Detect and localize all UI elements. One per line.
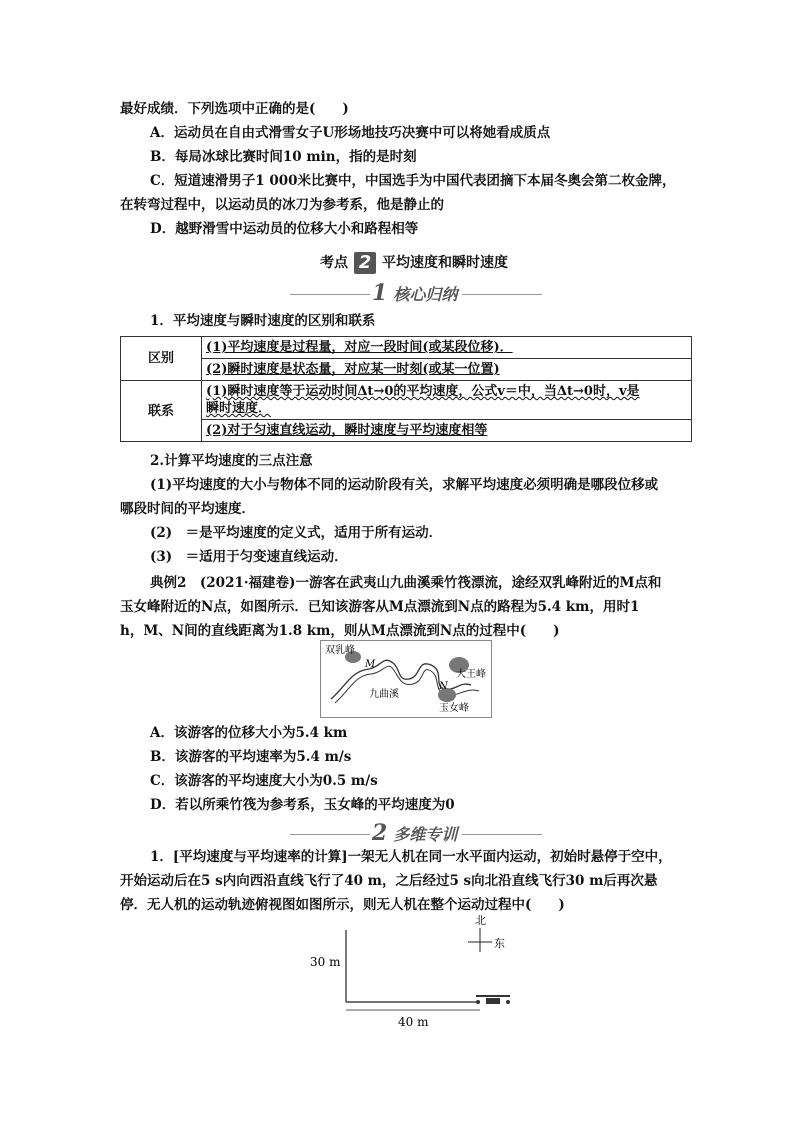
table-cell: (2)瞬时速度是状态量，对应某一时刻(或某一位置) <box>202 359 692 381</box>
note-1: (1)平均速度的大小与物体不同的运动阶段有关，求解平均速度必须明确是哪段位移或 <box>150 477 659 493</box>
practice-line: 1．[平均速度与平均速率的计算]一架无人机在同一水平面内运动，初始时悬停于空中， <box>150 849 672 865</box>
note-2: (2) ＝是平均速度的定义式，适用于所有运动． <box>150 525 443 541</box>
divider <box>462 834 542 835</box>
option-c-cont: 在转弯过程中，以运动员的冰刀为参考系，他是静止的 <box>120 197 444 213</box>
horizontal-label: 40 m <box>398 1015 429 1029</box>
compass-north: 北 <box>475 914 486 927</box>
map-label: 玉女峰 <box>439 703 469 714</box>
option-c: C．短道速滑男子1 000米比赛中，中国选手为中国代表团摘下本届冬奥会第二枚金牌， <box>150 173 676 189</box>
example-line: 典例2 (2021·福建卷)一游客在武夷山九曲溪乘竹筏漂流，途经双乳峰附近的M点和 <box>150 575 662 591</box>
option-a: A．运动员在自由式滑雪女子U形场地技巧决赛中可以将她看成质点 <box>150 125 551 141</box>
table-row <box>121 337 692 359</box>
divider <box>290 834 370 835</box>
map-label: 九曲溪 <box>369 689 399 700</box>
map-label: M <box>365 659 376 670</box>
question-stem-end: 最好成绩．下列选项中正确的是( ) <box>120 101 349 117</box>
section-heading-practice: 2 多维专训 <box>372 820 458 846</box>
table-cell: (1)平均速度是过程量，对应一段时间(或某段位移)． <box>202 337 692 359</box>
example-line: h，M、N间的直线距离为1.8 km，则从M点漂流到N点的过程中( ) <box>120 623 560 639</box>
example-option-d: D．若以所乘竹筏为参考系，玉女峰的平均速度为0 <box>150 797 455 813</box>
table-row <box>121 420 692 442</box>
example-option-b: B．该游客的平均速率为5.4 m/s <box>150 749 352 765</box>
topic-prefix: 考点 <box>320 255 348 271</box>
river-map-figure <box>320 640 492 718</box>
river-map <box>321 641 491 717</box>
comparison-table <box>120 336 692 442</box>
row-header: 联系 <box>121 381 202 442</box>
table-cell: (1)瞬时速度等于运动时间Δt→0的平均速度，公式v＝中，当Δt→0时，v是 瞬时速度． <box>202 381 692 420</box>
drone-trajectory-figure <box>300 910 540 1030</box>
table-row <box>121 359 692 381</box>
option-b: B．每局冰球比赛时间10 min，指的是时刻 <box>150 149 417 165</box>
map-label: 双乳峰 <box>325 645 355 656</box>
topic-banner <box>320 252 508 274</box>
compass-east: 东 <box>494 937 505 950</box>
row-header: 区别 <box>121 337 202 381</box>
divider <box>290 294 370 295</box>
example-option-a: A．该游客的位移大小为5.4 km <box>150 725 348 741</box>
practice-line: 开始运动后在5 s内向西沿直线飞行了40 m，之后经过5 s向北沿直线飞行30 m后再次悬 <box>120 873 658 889</box>
note-1-cont: 哪段时间的平均速度． <box>120 501 255 517</box>
drone-icon <box>476 996 510 1004</box>
vertical-label: 30 m <box>310 955 341 969</box>
item1-title: 1．平均速度与瞬时速度的区别和联系 <box>150 313 376 329</box>
table-row <box>121 381 692 420</box>
example-option-c: C．该游客的平均速度大小为0.5 m/s <box>150 773 378 789</box>
map-label: N <box>439 681 448 692</box>
option-d: D．越野滑雪中运动员的位移大小和路程相等 <box>150 221 419 237</box>
topic-number-badge: 2 <box>354 252 376 274</box>
item2-title: 2.计算平均速度的三点注意 <box>150 453 313 469</box>
section-heading-core: 1 核心归纳 <box>372 280 458 306</box>
map-label: 大王峰 <box>456 669 486 680</box>
divider <box>462 294 542 295</box>
note-3: (3) ＝适用于匀变速直线运动． <box>150 549 348 565</box>
topic-title: 平均速度和瞬时速度 <box>382 255 508 271</box>
example-line: 玉女峰附近的N点，如图所示．已知该游客从M点漂流到N点的路程为5.4 km，用时1 <box>120 599 640 615</box>
practice-line: 停．无人机的运动轨迹俯视图如图所示，则无人机在整个运动过程中( ) <box>120 897 565 913</box>
table-cell: (2)对于匀速直线运动，瞬时速度与平均速度相等 <box>202 420 692 442</box>
